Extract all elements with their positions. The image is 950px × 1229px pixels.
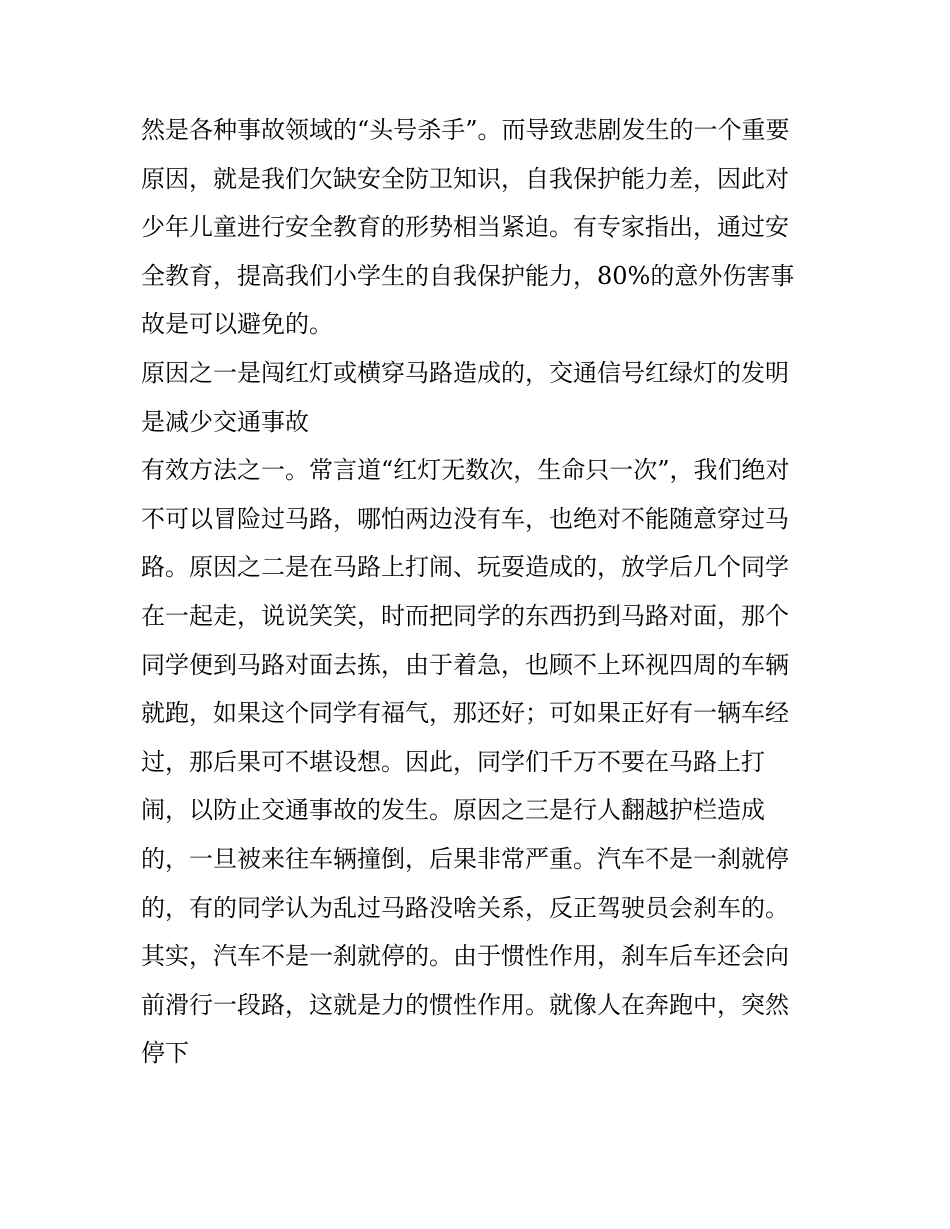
text-line: 同学便到马路对面去拣，由于着急，也顾不上环视四周的车辆 bbox=[141, 650, 789, 679]
text-line: 路。原因之二是在马路上打闹、玩耍造成的，放学后几个同学 bbox=[141, 553, 789, 582]
text-line: 不可以冒险过马路，哪怕两边没有车，也绝对不能随意穿过马 bbox=[141, 504, 789, 533]
text-line: 原因，就是我们欠缺安全防卫知识，自我保护能力差，因此对 bbox=[141, 164, 789, 193]
text-line: 就跑，如果这个同学有福气，那还好；可如果正好有一辆车经 bbox=[141, 699, 789, 728]
text-line: 其实，汽车不是一刹就停的。由于惯性作用，刹车后车还会向 bbox=[141, 942, 789, 971]
text-line: 是减少交通事故 bbox=[141, 407, 309, 436]
text-line: 有效方法之一。常言道“红灯无数次，生命只一次”，我们绝对 bbox=[141, 456, 790, 485]
text-line: 闹，以防止交通事故的发生。原因之三是行人翻越护栏造成 bbox=[141, 796, 765, 825]
text-line: 然是各种事故领域的“头号杀手”。而导致悲剧发生的一个重要 bbox=[141, 116, 790, 144]
text-line: 停下 bbox=[141, 1039, 189, 1068]
text-line: 前滑行一段路，这就是力的惯性作用。就像人在奔跑中，突然 bbox=[141, 990, 789, 1019]
text-line: 在一起走，说说笑笑，时而把同学的东西扔到马路对面，那个 bbox=[141, 601, 789, 630]
text-line: 过，那后果可不堪设想。因此，同学们千万不要在马路上打 bbox=[141, 747, 765, 776]
text-line: 故是可以避免的。 bbox=[141, 310, 333, 339]
text-line: 原因之一是闯红灯或横穿马路造成的，交通信号红绿灯的发明 bbox=[141, 358, 789, 387]
text-line: 全教育，提高我们小学生的自我保护能力，80%的意外伤害事 bbox=[141, 261, 795, 290]
text-line: 的，一旦被来往车辆撞倒，后果非常严重。汽车不是一刹就停 bbox=[141, 844, 789, 873]
body-text bbox=[141, 106, 821, 1078]
text-line: 少年儿童进行安全教育的形势相当紧迫。有专家指出，通过安 bbox=[141, 213, 789, 242]
text-line: 的，有的同学认为乱过马路没啥关系，反正驾驶员会刹车的。 bbox=[141, 893, 789, 922]
